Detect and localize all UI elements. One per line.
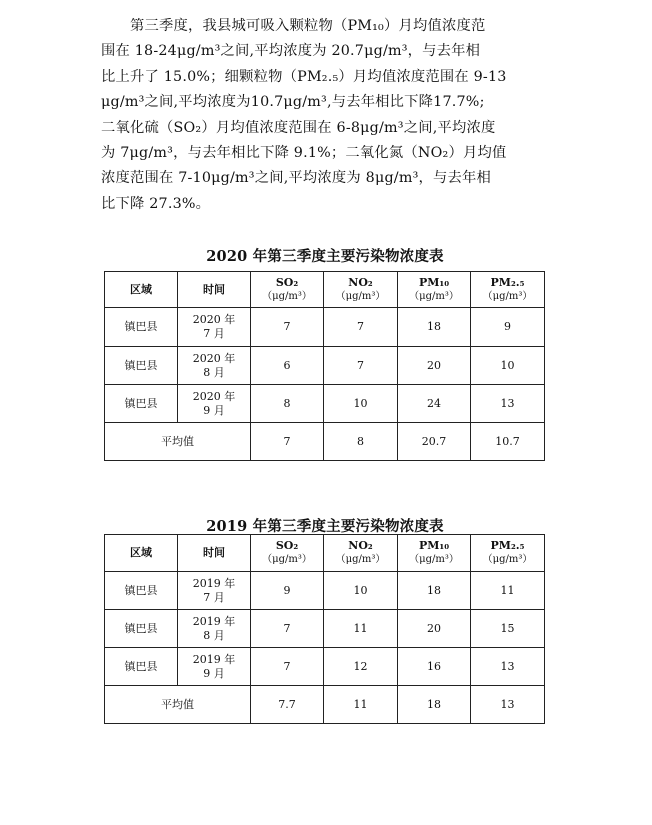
- cell-pm10: 20: [398, 610, 471, 648]
- header-so2-label: SO₂: [275, 539, 299, 552]
- cell-year: 2019 年: [192, 576, 236, 590]
- cell-avg-pm10: 18: [398, 686, 471, 724]
- table-title-2020: 2020 年第三季度主要污染物浓度表: [206, 248, 444, 265]
- table-header-row: [105, 535, 545, 572]
- cell-average-label: 平均值: [105, 423, 251, 461]
- header-time: 时间: [178, 272, 251, 308]
- header-pm10: [398, 535, 471, 572]
- cell-avg-so2: 7: [251, 423, 324, 461]
- cell-no2: 12: [324, 648, 398, 686]
- cell-time: [178, 648, 251, 686]
- cell-no2: 11: [324, 610, 398, 648]
- cell-month: 7 月: [203, 590, 225, 604]
- pollutant-table-2019: [104, 534, 545, 724]
- paragraph-line: 围在 18-24μg/m³之间,平均浓度为 20.7μg/m³，与去年相: [101, 43, 481, 60]
- header-unit: （μg/m³）: [335, 554, 386, 565]
- cell-so2: 9: [251, 572, 324, 610]
- header-no2-label: NO₂: [348, 275, 373, 289]
- cell-month: 9 月: [203, 666, 225, 680]
- cell-pm10: 24: [398, 385, 471, 423]
- cell-avg-no2: 11: [324, 686, 398, 724]
- cell-region: 镇巴县: [105, 385, 178, 423]
- header-pm10-label: PM₁₀: [418, 539, 450, 552]
- cell-region: 镇巴县: [105, 572, 178, 610]
- header-so2: [251, 272, 324, 308]
- paragraph-line: 二氧化硫（SO₂）月均值浓度范围在 6-8μg/m³之间,平均浓度: [101, 119, 496, 136]
- cell-pm25: 13: [471, 648, 545, 686]
- cell-no2: 7: [324, 308, 398, 347]
- table-average-row: [105, 686, 545, 724]
- header-unit: （μg/m³）: [262, 554, 312, 565]
- cell-year: 2020 年: [192, 389, 236, 403]
- cell-avg-no2: 8: [324, 423, 398, 461]
- cell-average-label: 平均值: [105, 686, 251, 724]
- header-time: 时间: [178, 535, 251, 572]
- cell-pm10: 18: [398, 308, 471, 347]
- cell-time: [178, 385, 251, 423]
- cell-time: [178, 572, 251, 610]
- table-header-row: [105, 272, 545, 308]
- cell-time: [178, 347, 251, 385]
- header-unit: （μg/m³）: [409, 290, 459, 302]
- cell-so2: 8: [251, 385, 324, 423]
- cell-time: [178, 308, 251, 347]
- summary-paragraph: [101, 14, 553, 217]
- cell-month: 8 月: [203, 365, 225, 379]
- header-pm10-label: PM₁₀: [418, 275, 450, 289]
- header-pm25-label: PM₂.₅: [490, 539, 525, 552]
- table-row: [105, 308, 545, 347]
- cell-avg-pm25: 10.7: [471, 423, 545, 461]
- cell-time: [178, 610, 251, 648]
- paragraph-line: μg/m³之间,平均浓度为10.7μg/m³,与去年相比下降17.7%;: [101, 94, 485, 111]
- cell-pm25: 9: [471, 308, 545, 347]
- table-row: [105, 572, 545, 610]
- header-region: 区域: [105, 272, 178, 308]
- cell-year: 2020 年: [192, 313, 236, 326]
- cell-avg-pm10: 20.7: [398, 423, 471, 461]
- header-unit: （μg/m³）: [262, 290, 312, 302]
- cell-no2: 7: [324, 347, 398, 385]
- cell-pm10: 18: [398, 572, 471, 610]
- header-no2: [324, 272, 398, 308]
- cell-year: 2019 年: [192, 614, 236, 628]
- cell-avg-pm25: 13: [471, 686, 545, 724]
- cell-region: 镇巴县: [105, 308, 178, 347]
- cell-so2: 7: [251, 648, 324, 686]
- cell-month: 9 月: [203, 403, 225, 417]
- table-row: [105, 385, 545, 423]
- cell-pm10: 20: [398, 347, 471, 385]
- header-no2: [324, 535, 398, 572]
- header-pm25-label: PM₂.₅: [490, 275, 525, 289]
- header-so2: [251, 535, 324, 572]
- header-pm25: [471, 272, 545, 308]
- header-unit: （μg/m³）: [482, 290, 533, 302]
- cell-pm25: 13: [471, 385, 545, 423]
- cell-region: 镇巴县: [105, 347, 178, 385]
- cell-pm25: 11: [471, 572, 545, 610]
- cell-no2: 10: [324, 385, 398, 423]
- paragraph-line: 比上升了 15.0%；细颗粒物（PM₂.₅）月均值浓度范围在 9-13: [101, 68, 507, 85]
- cell-month: 8 月: [203, 628, 225, 642]
- cell-month: 7 月: [203, 327, 225, 340]
- header-unit: （μg/m³）: [482, 554, 533, 565]
- cell-so2: 7: [251, 610, 324, 648]
- cell-pm10: 16: [398, 648, 471, 686]
- cell-region: 镇巴县: [105, 610, 178, 648]
- cell-pm25: 15: [471, 610, 545, 648]
- paragraph-line: 为 7μg/m³，与去年相比下降 9.1%；二氧化氮（NO₂）月均值: [101, 145, 507, 162]
- cell-so2: 6: [251, 347, 324, 385]
- cell-year: 2019 年: [192, 652, 236, 666]
- header-pm25: [471, 535, 545, 572]
- cell-no2: 10: [324, 572, 398, 610]
- header-pm10: [398, 272, 471, 308]
- cell-pm25: 10: [471, 347, 545, 385]
- header-so2-label: SO₂: [275, 275, 299, 289]
- paragraph-line: 浓度范围在 7-10μg/m³之间,平均浓度为 8μg/m³，与去年相: [101, 170, 491, 187]
- paragraph-line: 第三季度，我县城可吸入颗粒物（PM₁₀）月均值浓度范: [101, 18, 486, 34]
- table-row: [105, 347, 545, 385]
- table-average-row: [105, 423, 545, 461]
- header-no2-label: NO₂: [348, 539, 373, 552]
- header-unit: （μg/m³）: [409, 554, 459, 565]
- cell-year: 2020 年: [192, 351, 236, 365]
- cell-region: 镇巴县: [105, 648, 178, 686]
- header-unit: （μg/m³）: [335, 290, 386, 302]
- table-row: [105, 610, 545, 648]
- pollutant-table-2020: [104, 271, 545, 461]
- table-title-2019: 2019 年第三季度主要污染物浓度表: [206, 518, 444, 535]
- header-region: 区域: [105, 535, 178, 572]
- cell-avg-so2: 7.7: [251, 686, 324, 724]
- paragraph-line: 比下降 27.3%。: [101, 195, 211, 212]
- cell-so2: 7: [251, 308, 324, 347]
- table-row: [105, 648, 545, 686]
